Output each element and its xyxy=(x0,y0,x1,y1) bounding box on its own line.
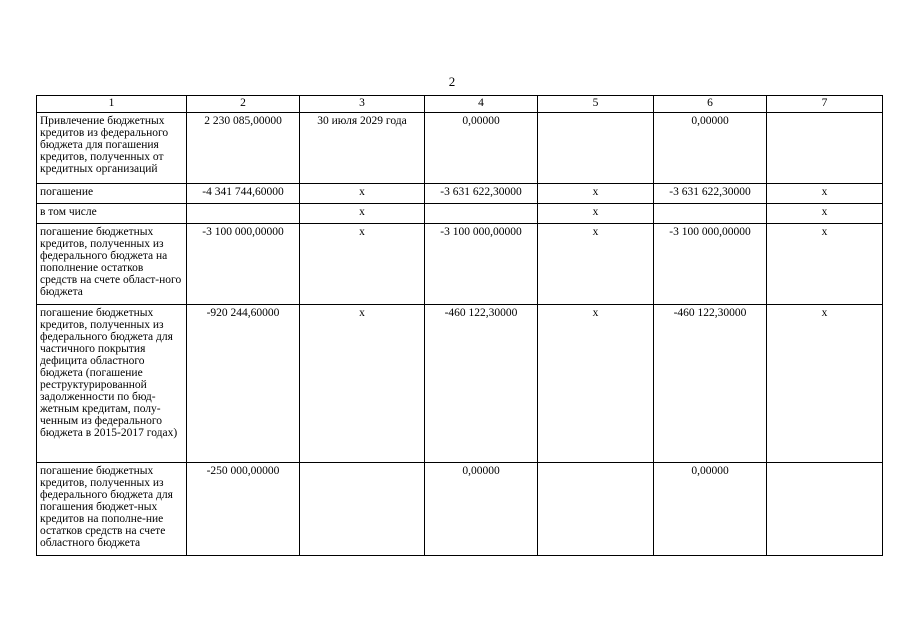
column-header: 6 xyxy=(654,96,767,113)
table-cell: погашение xyxy=(37,184,187,204)
table-cell xyxy=(425,204,538,224)
table-cell: х xyxy=(538,305,654,463)
table-row xyxy=(37,184,883,204)
column-header: 5 xyxy=(538,96,654,113)
table-cell: х xyxy=(300,184,425,204)
table-cell: х xyxy=(538,224,654,305)
table-cell: х xyxy=(300,305,425,463)
table-cell: х xyxy=(300,204,425,224)
table-cell: -460 122,30000 xyxy=(425,305,538,463)
table-row xyxy=(37,305,883,463)
table-cell xyxy=(767,463,883,556)
table-cell xyxy=(538,113,654,184)
table-cell: х xyxy=(538,184,654,204)
table-cell: х xyxy=(767,204,883,224)
table-cell: х xyxy=(767,184,883,204)
table-cell: -460 122,30000 xyxy=(654,305,767,463)
table-cell: погашение бюджетных кредитов, полученных из федерального бюджета для частичного покрытия дефицита областного бюджета (погашение реструктурированной задолженности по бюд-жетным кредитам, полу-ченным из федерального бюджета в 2015-2017 годах) xyxy=(37,305,187,463)
table-cell: 2 230 085,00000 xyxy=(187,113,300,184)
table-cell: погашение бюджетных кредитов, полученных из федерального бюджета для погашения бюджет-ных кредитов на пополне-ние остатков средств на счете областного бюджета xyxy=(37,463,187,556)
table-cell: 0,00000 xyxy=(425,113,538,184)
table-row xyxy=(37,113,883,184)
column-header: 1 xyxy=(37,96,187,113)
table-cell: х xyxy=(538,204,654,224)
table-header-row xyxy=(37,96,883,113)
table-cell: х xyxy=(300,224,425,305)
column-header: 3 xyxy=(300,96,425,113)
table-cell: Привлечение бюджетных кредитов из федерального бюджета для погашения кредитов, полученных от кредитных организаций xyxy=(37,113,187,184)
table-cell xyxy=(538,463,654,556)
table-cell: в том числе xyxy=(37,204,187,224)
column-header: 7 xyxy=(767,96,883,113)
table-cell: погашение бюджетных кредитов, полученных из федерального бюджета на пополнение остатков средств на счете област-ного бюджета xyxy=(37,224,187,305)
table-cell: 30 июля 2029 года xyxy=(300,113,425,184)
table-cell: -920 244,60000 xyxy=(187,305,300,463)
table-cell xyxy=(767,113,883,184)
table-cell: -4 341 744,60000 xyxy=(187,184,300,204)
table-cell: -3 631 622,30000 xyxy=(654,184,767,204)
table-cell: -250 000,00000 xyxy=(187,463,300,556)
table-cell: 0,00000 xyxy=(425,463,538,556)
table-cell: х xyxy=(767,305,883,463)
column-header: 2 xyxy=(187,96,300,113)
table-cell: -3 631 622,30000 xyxy=(425,184,538,204)
page-number: 2 xyxy=(448,74,456,89)
column-header: 4 xyxy=(425,96,538,113)
table-row xyxy=(37,204,883,224)
budget-table xyxy=(36,95,883,556)
table-cell: 0,00000 xyxy=(654,113,767,184)
table-row xyxy=(37,224,883,305)
table-cell: х xyxy=(767,224,883,305)
table-cell: -3 100 000,00000 xyxy=(425,224,538,305)
table-cell xyxy=(654,204,767,224)
table-cell: -3 100 000,00000 xyxy=(187,224,300,305)
table-cell: -3 100 000,00000 xyxy=(654,224,767,305)
table-cell xyxy=(187,204,300,224)
table-row xyxy=(37,463,883,556)
table-cell: 0,00000 xyxy=(654,463,767,556)
table-cell xyxy=(300,463,425,556)
